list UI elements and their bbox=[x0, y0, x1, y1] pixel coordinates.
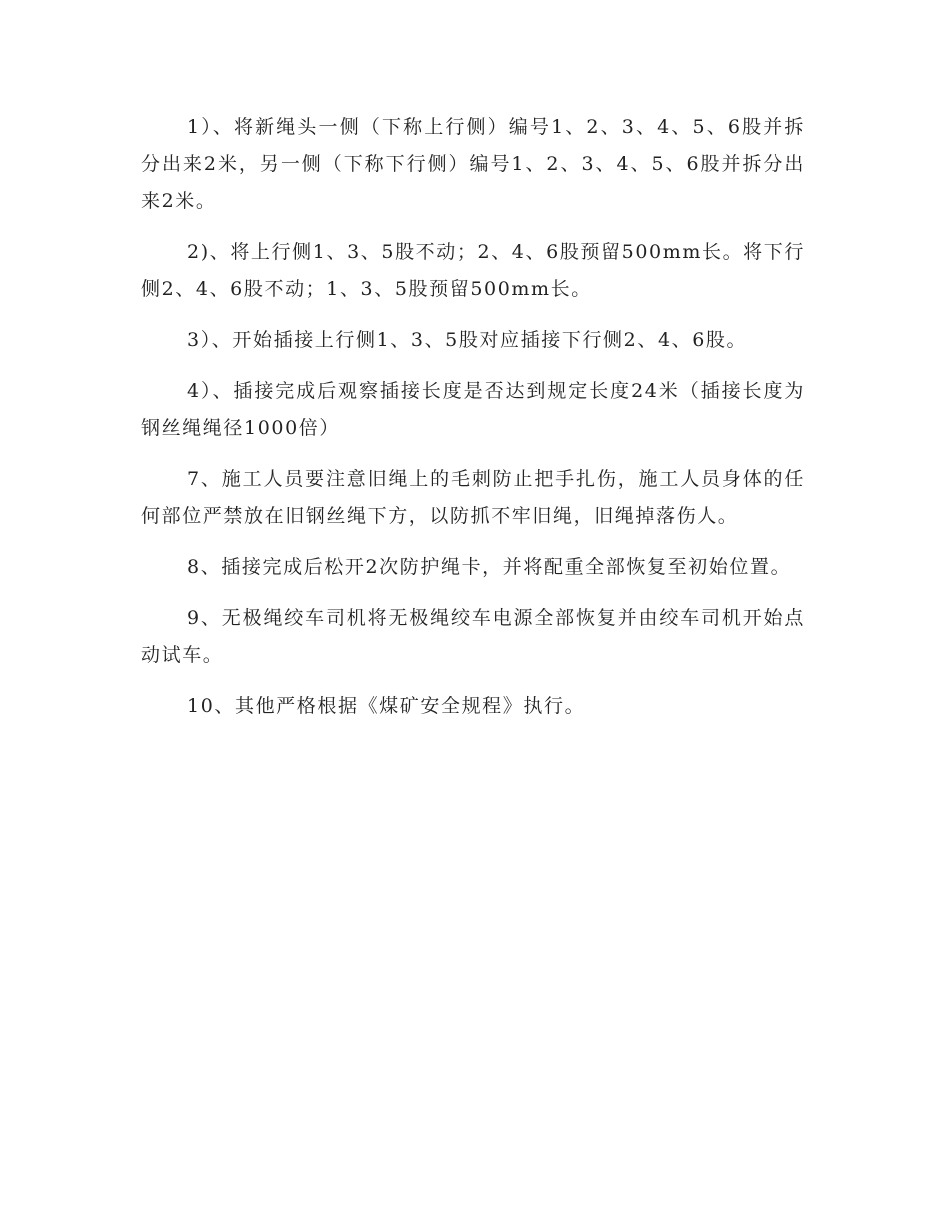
paragraph-step-1: 1）、将新绳头一侧（下称上行侧）编号1、2、3、4、5、6股并拆分出来2米，另一侧（下称下行侧）编号1、2、3、4、5、6股并拆分出来2米。 bbox=[141, 116, 805, 212]
paragraph-item-10: 10、其他严格根据《煤矿安全规程》执行。 bbox=[187, 695, 586, 717]
paragraph-item-8: 8、插接完成后松开2次防护绳卡，并将配重全部恢复至初始位置。 bbox=[187, 556, 792, 578]
paragraph-item-9: 9、无极绳绞车司机将无极绳绞车电源全部恢复并由绞车司机开始点动试车。 bbox=[141, 607, 805, 666]
document-body bbox=[141, 109, 805, 739]
paragraph-step-3: 3）、开始插接上行侧1、3、5股对应插接下行侧2、4、6股。 bbox=[187, 329, 748, 351]
paragraph-step-4: 4）、插接完成后观察插接长度是否达到规定长度24米（插接长度为钢丝绳绳径1000倍） bbox=[141, 380, 805, 439]
paragraph-step-2: 2)、将上行侧1、3、5股不动；2、4、6股预留500mm长。将下行侧2、4、6股不动；1、3、5股预留500mm长。 bbox=[141, 241, 805, 300]
paragraph-item-7: 7、施工人员要注意旧绳上的毛刺防止把手扎伤，施工人员身体的任何部位严禁放在旧钢丝绳下方，以防抓不牢旧绳，旧绳掉落伤人。 bbox=[141, 468, 805, 527]
